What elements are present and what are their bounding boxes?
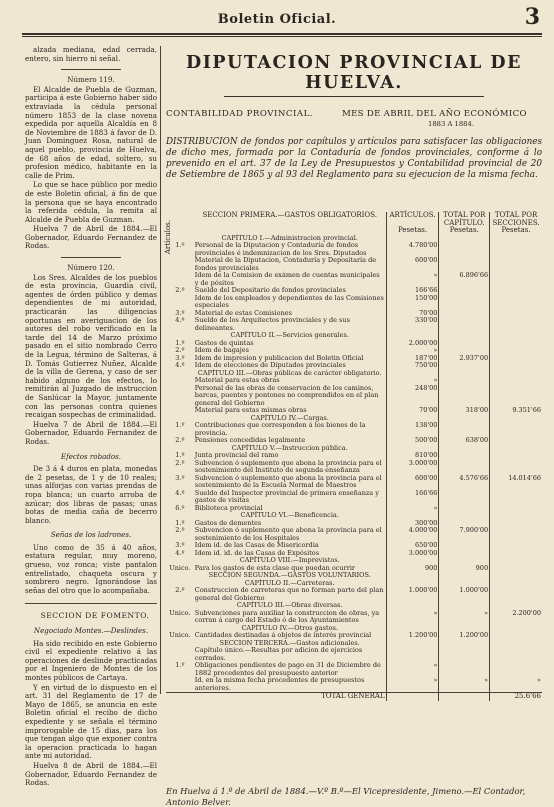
intro-text: alzada mediana, edad cerrada, entero, sin hierro ni señal. bbox=[25, 45, 157, 63]
capitulo-total: 4.576'66 bbox=[439, 475, 490, 490]
article-cell bbox=[166, 370, 194, 378]
capitulo-total bbox=[439, 257, 490, 272]
articulos-amount: 1.000'00 bbox=[386, 587, 439, 602]
article-cell: Unico. bbox=[169, 631, 191, 639]
description-cell: CAPÍTULO IV.—Cargas. bbox=[250, 413, 329, 422]
capitulo-total: 2.937'00 bbox=[439, 355, 490, 363]
table-row bbox=[166, 257, 542, 272]
table-row bbox=[166, 610, 542, 625]
article-cell: 4.º bbox=[175, 361, 185, 369]
seccion-total bbox=[490, 347, 542, 355]
description-cell: SECCION TERCERA.—Gastos adicionales. bbox=[219, 638, 360, 647]
description-cell: Subvencion ó suplemento que abona la provincia para el sostenimiento de la Escuela Normal de Maestros bbox=[194, 473, 382, 489]
description-cell: SECCION SEGUNDA.—GASTOS VOLUNTARIOS. bbox=[208, 571, 371, 579]
subtitle-line bbox=[166, 109, 542, 133]
description-cell: Idem de los empleados y dependientes de las Comisiones especiales bbox=[194, 293, 384, 309]
capitulo-total bbox=[439, 235, 490, 243]
seccion-total bbox=[490, 662, 542, 677]
seccion-total bbox=[490, 272, 542, 287]
capitulo-total bbox=[439, 452, 490, 460]
capitulo-total bbox=[439, 460, 490, 475]
seccion-total bbox=[490, 557, 542, 565]
article-cell bbox=[166, 295, 194, 310]
senas-text: Uno como de 35 á 40 años, estatura regular, muy moreno, grueso, voz ronca; viste pantalon entrelistado, chaqueta oscura y sombrero negro. Ignorándose las señas del otro que lo acompañaba. bbox=[25, 542, 157, 595]
budget-body bbox=[166, 235, 542, 693]
article-cell bbox=[166, 377, 194, 385]
description-cell: Material de la Diputacion, Contaduría y Depositaría de fondos provinciales bbox=[194, 256, 377, 272]
section-header: SECCION PRIMERA.—GASTOS OBLIGATORIOS. bbox=[202, 211, 377, 219]
article-cell: 1.º bbox=[175, 421, 185, 429]
articulos-amount bbox=[386, 602, 439, 610]
capitulo-total bbox=[439, 490, 490, 505]
seccion-total bbox=[490, 580, 542, 588]
section-rule bbox=[25, 603, 157, 604]
seccion-total bbox=[490, 332, 542, 340]
capitulo-total: 1.000'00 bbox=[439, 587, 490, 602]
seccion-total bbox=[490, 542, 542, 550]
capitulo-total bbox=[439, 385, 490, 408]
capitulo-total: 638'00 bbox=[439, 437, 490, 445]
table-row bbox=[166, 272, 542, 287]
distribution-intro: DISTRIBUCION de fondos por capítulos y artículos para satisfacer las obligaciones de dicho mes, formada por la Contaduría de fondos provinciales, conforme á lo prevenido en el art. 37 de la Ley de Presupuestos y Contabilidad provincial de 20 de Setiembre de 1865 y al 93 del Reglamento para su ejecucion de la misma fecha. bbox=[166, 137, 542, 180]
fomento-heading: SECCION DE FOMENTO. bbox=[40, 611, 150, 621]
articulos-amount bbox=[386, 640, 439, 648]
efectos-heading: Efectos robados. bbox=[60, 451, 122, 461]
articulos-amount: 900 bbox=[386, 565, 439, 573]
articulos-amount: 248'00 bbox=[386, 385, 439, 408]
seccion-total bbox=[490, 565, 542, 573]
seccion-total bbox=[490, 490, 542, 505]
capitulo-total bbox=[439, 310, 490, 318]
seccion-total bbox=[490, 415, 542, 423]
description-cell: Junta provincial del ramo bbox=[194, 451, 279, 459]
article-cell: 3.º bbox=[175, 353, 185, 362]
seccion-total: 14.014'66 bbox=[490, 475, 542, 490]
article-cell: 2.º bbox=[175, 346, 185, 354]
seccion-total bbox=[490, 445, 542, 453]
description-cell: Contribuciones que corresponden á los bienes de la provincia. bbox=[194, 421, 366, 437]
seccion-total bbox=[490, 422, 542, 437]
capitulo-total bbox=[439, 640, 490, 648]
notice-paragraph: Lo que se hace público por medio de este Boletin oficial, á fin de que la persona que se haya encontrado la referida cédula, la remita al Alcalde de Puebla de Guzman. bbox=[25, 180, 157, 224]
article-cell: Unico. bbox=[169, 563, 191, 572]
description-cell: Biblioteca provincial bbox=[194, 503, 263, 512]
article-cell bbox=[166, 257, 194, 272]
seccion-total bbox=[490, 625, 542, 633]
notice-paragraph: Huelva 7 de Abril de 1884.—El Gobernador, Eduardo Fernandez de Rodas. bbox=[25, 419, 157, 446]
article-cell: 3.º bbox=[175, 473, 185, 482]
fomento-paragraph: Huelva 8 de Abril de 1884.—El Gobernador, Eduardo Fernandez de Rodas. bbox=[25, 760, 157, 788]
article-cell: 6.º bbox=[175, 503, 185, 512]
capitulo-total bbox=[439, 647, 490, 662]
description-cell: CAPÍTULO III.—Obras públicas de carácter obligatorio. bbox=[197, 368, 382, 377]
seccion-total bbox=[490, 355, 542, 363]
capitulo-total bbox=[439, 295, 490, 310]
description-cell: Material para estas mismas obras bbox=[194, 406, 307, 414]
description-cell: Obligaciones pendientes de pago en 31 de Diciembre de 1882 procedentes del presupuesto anterior bbox=[194, 661, 381, 677]
seccion-total bbox=[490, 317, 542, 332]
separator bbox=[61, 257, 121, 258]
capitulo-total bbox=[439, 512, 490, 520]
seccion-total bbox=[490, 572, 542, 580]
currency-label: Pesetas. bbox=[439, 227, 490, 235]
capitulo-total bbox=[439, 340, 490, 348]
articulos-amount: 600'00 bbox=[386, 475, 439, 490]
fomento-subheading: Negociado Montes.—Deslindes. bbox=[33, 626, 149, 636]
masthead-rule bbox=[224, 96, 484, 97]
notice-number: Número 119. bbox=[67, 75, 115, 85]
capitulo-total: » bbox=[439, 677, 490, 693]
header-rule-thin bbox=[22, 36, 542, 37]
seccion-total bbox=[490, 520, 542, 528]
separator bbox=[61, 69, 121, 70]
description-cell: CAPÍTULO V.—Instruccion pública. bbox=[231, 443, 348, 452]
articulos-amount: 330'00 bbox=[386, 317, 439, 332]
capitulo-total: 6.896'66 bbox=[439, 272, 490, 287]
currency-label: Pesetas. bbox=[386, 227, 439, 235]
article-cell: Unico. bbox=[169, 608, 191, 617]
capitulo-total bbox=[439, 332, 490, 340]
description-cell: Sueldo del Depositario de fondos provinciales bbox=[194, 286, 346, 294]
efectos-text: De 3 á 4 duros en plata, monedas de 2 pesetas, de 1 y de 10 reales; unas alforjas con varias prendas de ropa blanca; un cuarto arroba de azúcar; dos libras de pasas; unas botas de media caña de becerro blanco. bbox=[25, 464, 157, 525]
articulos-amount: 500'00 bbox=[386, 437, 439, 445]
description-cell: Subvencion ó suplemento que abona la provincia para el sostenimiento de los Hospitales bbox=[194, 526, 382, 542]
description-cell: CAPÍTULO VIII.—Imprevistos. bbox=[239, 556, 340, 564]
articulos-amount: 1.200'00 bbox=[386, 632, 439, 640]
seccion-total bbox=[490, 362, 542, 370]
table-row bbox=[166, 295, 542, 310]
seccion-total bbox=[490, 295, 542, 310]
articulos-amount: » bbox=[386, 505, 439, 513]
article-cell: 2.º bbox=[175, 286, 185, 294]
articulos-amount: 166'66 bbox=[386, 490, 439, 505]
description-cell: CAPÍTULO II.—Carreteras. bbox=[244, 578, 335, 587]
seccion-total bbox=[490, 242, 542, 257]
description-cell: Idem de bagajes bbox=[194, 346, 249, 354]
articulos-amount: 187'00 bbox=[386, 355, 439, 363]
table-row bbox=[166, 505, 542, 513]
capitulo-total bbox=[439, 505, 490, 513]
description-cell: CAPÍTULO VI.—Beneficencia. bbox=[240, 511, 339, 519]
description-cell: Idem id. id. de las Casas de Expósitos bbox=[194, 548, 320, 557]
article-cell bbox=[166, 385, 194, 408]
fomento-paragraph: Ha sido recibido en este Gobierno civil el expediente relativo á las operaciones de deslinde practicadas por el Ingeniero de Montes de los montes públicos de Cartaya. bbox=[25, 638, 157, 682]
capitulo-total bbox=[439, 550, 490, 558]
article-cell bbox=[166, 272, 194, 287]
description-cell: Cantidades destinadas á objetos de interés provincial bbox=[194, 631, 372, 639]
description-cell: CAPÍTULO I.—Administracion provincial. bbox=[221, 233, 358, 242]
article-cell: 1.º bbox=[175, 451, 185, 459]
description-cell: Material de estas Comisiones bbox=[194, 308, 292, 317]
masthead: DIPUTACION PROVINCIAL DE HUELVA. bbox=[186, 53, 522, 93]
articulos-vertical-label: Artículos. bbox=[164, 220, 172, 255]
capitulo-total bbox=[439, 362, 490, 370]
seccion-total bbox=[490, 235, 542, 243]
description-cell: Idem de impresion y publicacion del Boletin Oficial bbox=[194, 353, 364, 362]
table-row bbox=[166, 475, 542, 490]
capitulo-total: 7.900'00 bbox=[439, 527, 490, 542]
seccion-total: 9.351'66 bbox=[490, 407, 542, 415]
table-row bbox=[166, 527, 542, 542]
seccion-total: » bbox=[490, 677, 542, 693]
article-cell: 3.º bbox=[175, 541, 185, 549]
article-cell: 2.º bbox=[175, 458, 185, 467]
articulos-amount: 650'00 bbox=[386, 542, 439, 550]
article-cell bbox=[166, 407, 194, 415]
articulos-amount: 150'00 bbox=[386, 295, 439, 310]
articulos-amount: 70'00 bbox=[386, 310, 439, 318]
fomento-paragraph: Y en virtud de lo dispuesto en el art. 31 del Reglamento de 17 de Mayo de 1865, se anuncia en este Boletin oficial el recibo de dicho expediente y se señala el término improrogable de 15 dias, para los que tengan algo que exponer contra la operacion practicada lo hagan ante mi autoridad. bbox=[25, 682, 157, 761]
right-column bbox=[164, 46, 542, 807]
gazette-title: Boletin Oficial. bbox=[217, 12, 337, 27]
table-row bbox=[166, 490, 542, 505]
total-label: TOTAL GENERAL bbox=[194, 693, 386, 701]
table-row bbox=[166, 422, 542, 437]
description-cell: Personal de las obras de conservacion de los caminos, barcas, puentes y pontones no comprendidos en el plan general del Gobierno bbox=[194, 383, 379, 407]
column-divider bbox=[160, 46, 161, 694]
senas-heading: Señas de los ladrones. bbox=[50, 530, 132, 540]
seccion-total bbox=[490, 640, 542, 648]
article-cell bbox=[166, 640, 194, 648]
article-cell: 2.º bbox=[175, 436, 185, 444]
table-row bbox=[166, 407, 542, 415]
seccion-total bbox=[490, 385, 542, 408]
articulos-amount bbox=[386, 647, 439, 662]
articulos-amount: 2.000'00 bbox=[386, 340, 439, 348]
table-row bbox=[166, 647, 542, 662]
description-cell: CAPÍTULO II.—Servicios generales. bbox=[230, 331, 349, 339]
page-header bbox=[0, 0, 554, 40]
articulos-amount: 138'00 bbox=[386, 422, 439, 437]
col-total-cap-header: TOTAL POR CAPÍTULO. bbox=[439, 212, 490, 227]
article-cell bbox=[166, 572, 194, 580]
article-cell: 4.º bbox=[175, 488, 185, 497]
seccion-total bbox=[490, 257, 542, 272]
fiscal-year: 1883 A 1884. bbox=[428, 120, 474, 128]
description-cell: CAPÍTULO IV.—Otros gastos. bbox=[241, 623, 338, 632]
seccion-total bbox=[490, 512, 542, 520]
description-cell: Id. en la misma fecha procedentes de presupuestos anteriores. bbox=[194, 676, 365, 692]
seccion-total bbox=[490, 550, 542, 558]
articulos-amount: 4.000'00 bbox=[386, 527, 439, 542]
capitulo-total bbox=[439, 572, 490, 580]
header-rule bbox=[22, 33, 542, 35]
articulos-amount: 750'00 bbox=[386, 362, 439, 370]
articulos-amount: 3.000'00 bbox=[386, 550, 439, 558]
capitulo-total bbox=[439, 445, 490, 453]
description-cell: Material para estas obras bbox=[194, 376, 280, 384]
seccion-total bbox=[490, 505, 542, 513]
table-row bbox=[166, 662, 542, 677]
seccion-total bbox=[490, 452, 542, 460]
articulos-amount: 166'66 bbox=[386, 287, 439, 295]
articulos-amount: 300'00 bbox=[386, 520, 439, 528]
description-cell: Personal de la Diputacion y Contaduría de fondos provinciales é indemnizacion de los Sres. Diputados bbox=[194, 241, 367, 257]
description-cell: Gastos de quintas bbox=[194, 338, 254, 347]
articulos-amount: » bbox=[386, 677, 439, 693]
seccion-total bbox=[490, 310, 542, 318]
notice-paragraph: Los Sres. Alcaldes de los pueblos de esta provincia, Guardia civil, agentes de órden público y demas dependientes de mi autoridad, practicarán las diligencias oportunas en averiguacion de los autores del robo verificado en la tarde del 14 de Marzo próximo pasado en el sitio nombrado Cerro de la Legua, término de Salteras, á D. Tomás Gutierrez Nuñez, Alcalde de la villa de Gerena, y caso de ser habido alguno de los efectos, lo remitirán al Juzgado de instruccion de Sanlúcar la Mayor, juntamente con las personas contra quienes recaigan sospechas de criminalidad. bbox=[25, 272, 157, 420]
capitulo-total bbox=[439, 370, 490, 378]
table-header-row bbox=[166, 212, 542, 227]
description-cell: Sueldo de los Arquitectos provinciales y de sus delineantes. bbox=[194, 316, 350, 332]
capitulo-total bbox=[439, 542, 490, 550]
description-cell: Gastos de dementes bbox=[194, 518, 262, 527]
description-cell: Idem de la Comision de exámen de cuentas municipales y de pósitos bbox=[194, 271, 380, 287]
articulos-amount: 3.000'00 bbox=[386, 460, 439, 475]
left-column bbox=[25, 46, 157, 789]
articulos-amount: 4.780'00 bbox=[386, 242, 439, 257]
article-cell: 2.º bbox=[175, 526, 185, 534]
description-cell: CAPÍTULO III.—Obras diversas. bbox=[236, 601, 343, 609]
seccion-total bbox=[490, 587, 542, 602]
article-cell: 3.º bbox=[175, 308, 185, 317]
col-total-sec-header: TOTAL POR SECCIONES. bbox=[490, 212, 542, 227]
total-row bbox=[166, 693, 542, 701]
capitulo-total bbox=[439, 287, 490, 295]
articulos-amount: » bbox=[386, 272, 439, 287]
articulos-amount: » bbox=[386, 377, 439, 385]
seccion-total bbox=[490, 647, 542, 662]
capitulo-total: » bbox=[439, 610, 490, 625]
seccion-total bbox=[490, 377, 542, 385]
table-row bbox=[166, 385, 542, 408]
article-cell: 4.º bbox=[175, 316, 185, 324]
budget-table bbox=[166, 212, 542, 701]
article-cell: 1.º bbox=[175, 661, 185, 669]
table-row bbox=[166, 587, 542, 602]
col-articulos-header: ARTÍCULOS. bbox=[386, 212, 439, 227]
capitulo-total: 1.200'00 bbox=[439, 632, 490, 640]
capitulo-total bbox=[439, 422, 490, 437]
seccion-total: 2.200'00 bbox=[490, 610, 542, 625]
signature-line: En Huelva á 1.º de Abril de 1884.—V.º B.º—El Vicepresidente, Jimeno.—El Contador, Antonio Belver. bbox=[166, 786, 526, 807]
description-cell: Subvencion ó suplemento que abona la provincia para el sostenimiento del Instituto de segunda enseñanza bbox=[194, 458, 382, 474]
articulos-amount: 810'00 bbox=[386, 452, 439, 460]
articulos-amount: 600'00 bbox=[386, 257, 439, 272]
description-cell: Construccion de carreteras que no forman parte del plan general del Gobierno bbox=[194, 586, 384, 602]
notice-paragraph: El Alcalde de Puebla de Guzman, participa á este Gobierno haber sido extraviada la cédula personal número 1853 de la clase novena expedida por aquella Alcaldía en 8 de Noviembre de 1883 á favor de D. Juan Dominguez Rosa, natural de aquel pueblo, provincia de Huelva, de 68 años de edad, soltero, su profesion médico, habitante en la calle de Prim. bbox=[25, 84, 157, 180]
article-cell: 1.º bbox=[175, 518, 185, 527]
capitulo-total: 900 bbox=[439, 565, 490, 573]
description-cell: Sueldo del Inspector provincial de primera enseñanza y gastos de visitas bbox=[194, 488, 379, 504]
table-row bbox=[166, 242, 542, 257]
notice-number: Número 120. bbox=[67, 263, 115, 273]
chapter-heading-row bbox=[166, 572, 542, 580]
capitulo-total bbox=[439, 377, 490, 385]
description-cell: Capítulo único.—Resultas por adicion de ejercicios cerrados. bbox=[194, 646, 363, 662]
capitulo-total bbox=[439, 317, 490, 332]
description-cell: Idem id. de las Casas de Misericordia bbox=[194, 541, 319, 549]
article-cell bbox=[166, 677, 194, 693]
articulos-amount: 70'00 bbox=[386, 407, 439, 415]
subtitle-right: MES DE ABRIL DEL AÑO ECONÓMICO bbox=[342, 109, 527, 119]
seccion-total bbox=[490, 287, 542, 295]
table-row bbox=[166, 677, 542, 693]
currency-label: Pesetas. bbox=[490, 227, 542, 235]
description-cell: Idem de elecciones de Diputados provinciales bbox=[194, 361, 346, 369]
page-number: 3 bbox=[524, 4, 540, 30]
articulos-amount bbox=[386, 572, 439, 580]
seccion-total bbox=[490, 527, 542, 542]
table-row bbox=[166, 550, 542, 558]
capitulo-total bbox=[439, 602, 490, 610]
description-cell: Subvenciones para auxiliar la construccion de obras, ya corran á cargo del Estado ó de los Ayuntamientos bbox=[194, 608, 380, 624]
total-value: 25.6'66 bbox=[490, 693, 542, 701]
seccion-total bbox=[490, 460, 542, 475]
seccion-total bbox=[490, 632, 542, 640]
description-cell: Para los gastos de esta clase que puedan ocurrir bbox=[194, 563, 356, 572]
table-row bbox=[166, 437, 542, 445]
table-row bbox=[166, 460, 542, 475]
articulos-amount: » bbox=[386, 347, 439, 355]
article-cell bbox=[166, 647, 194, 662]
seccion-total bbox=[490, 370, 542, 378]
notice-paragraph: Huelva 7 de Abril de 1884.—El Gobernador, Eduardo Fernandez de Rodas. bbox=[25, 224, 157, 251]
articulos-amount bbox=[386, 370, 439, 378]
seccion-total bbox=[490, 340, 542, 348]
article-cell: 1.º bbox=[175, 338, 185, 347]
capitulo-total bbox=[439, 662, 490, 677]
article-cell: 1.º bbox=[175, 241, 185, 249]
table-row bbox=[166, 317, 542, 332]
article-cell: 2.º bbox=[175, 586, 185, 594]
capitulo-total bbox=[439, 242, 490, 257]
articulos-amount: » bbox=[386, 610, 439, 625]
capitulo-total: 318'00 bbox=[439, 407, 490, 415]
seccion-total bbox=[490, 437, 542, 445]
articulos-amount: » bbox=[386, 662, 439, 677]
article-cell: 4.º bbox=[175, 548, 185, 557]
description-cell: Pensiones concedidas legalmente bbox=[194, 436, 306, 444]
subtitle-left: CONTABILIDAD PROVINCIAL. bbox=[166, 109, 314, 119]
capitulo-total bbox=[439, 415, 490, 423]
